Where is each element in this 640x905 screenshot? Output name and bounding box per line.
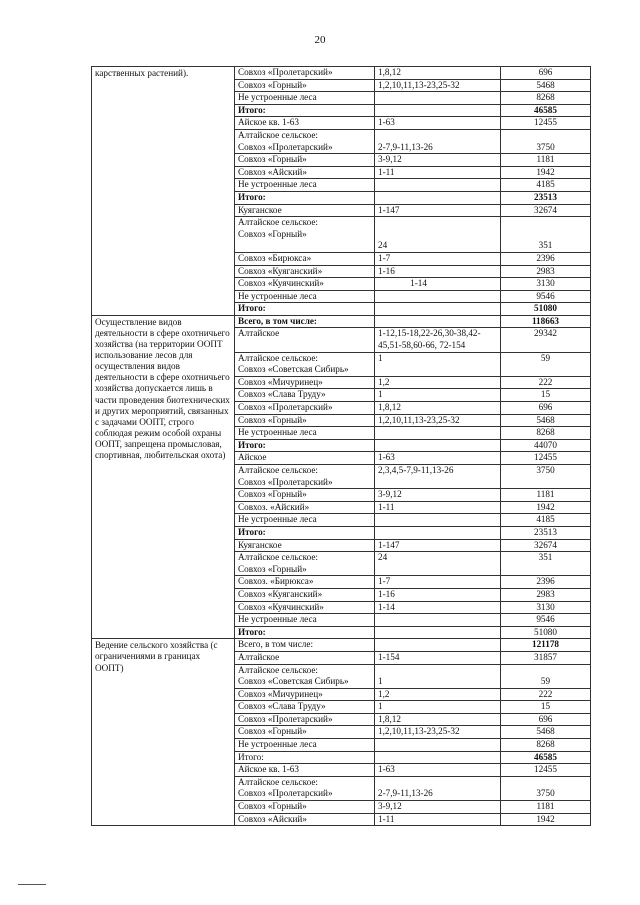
quarter-numbers-cell bbox=[375, 639, 501, 652]
forestry-name-cell: Совхоз. «Айский» bbox=[235, 501, 375, 514]
footnote-separator bbox=[18, 884, 46, 885]
area-cell: 1942 bbox=[501, 166, 591, 179]
area-cell: 696 bbox=[501, 713, 591, 726]
area-cell: 4185 bbox=[501, 514, 591, 527]
area-cell: 1181 bbox=[501, 801, 591, 814]
forestry-name-cell: Не устроенные леса bbox=[235, 614, 375, 627]
forestry-name-cell: Совхоз «Слава Труду» bbox=[235, 389, 375, 402]
area-cell: 44070 bbox=[501, 439, 591, 452]
quarter-numbers-cell: 2-7,9-11,13-26 bbox=[375, 776, 501, 800]
area-cell: 9546 bbox=[501, 290, 591, 303]
quarter-numbers-cell: 1-16 bbox=[375, 265, 501, 278]
forestry-name-cell: Совхоз «Пролетарский» bbox=[235, 713, 375, 726]
forestry-name-cell: Совхоз «Куяганский» bbox=[235, 588, 375, 601]
forestry-name-cell: Совхоз. «Бирюкса» bbox=[235, 576, 375, 589]
forestry-name-cell: Куяганское bbox=[235, 204, 375, 217]
forestry-name-cell: Совхоз «Куячинский» bbox=[235, 601, 375, 614]
purpose-cell: Ведение сельского хозяйства (с ограничениями в границах ООПТ) bbox=[92, 639, 235, 826]
quarter-numbers-cell: 1,2 bbox=[375, 376, 501, 389]
forestry-name-cell: Совхоз «Мичуринец» bbox=[235, 376, 375, 389]
forestry-name-cell: Айское кв. 1-63 bbox=[235, 117, 375, 130]
forestry-name-cell: Совхоз «Горный» bbox=[235, 414, 375, 427]
area-cell: 12455 bbox=[501, 452, 591, 465]
quarter-numbers-cell: 1,8,12 bbox=[375, 713, 501, 726]
quarter-numbers-cell: 1-11 bbox=[375, 166, 501, 179]
forestry-name-cell: Итого: bbox=[235, 104, 375, 117]
forestry-name-cell: Алтайское сельское: Совхоз «Советская Сибирь» bbox=[235, 664, 375, 688]
forestry-name-cell: Алтайское bbox=[235, 651, 375, 664]
forestry-name-cell: Айское кв. 1-63 bbox=[235, 764, 375, 777]
forestry-name-cell: Итого: bbox=[235, 191, 375, 204]
area-cell: 1942 bbox=[501, 501, 591, 514]
forestry-name-cell: Алтайское сельское: Совхоз «Горный» bbox=[235, 217, 375, 253]
forestry-name-cell: Не устроенные леса bbox=[235, 514, 375, 527]
forestry-name-cell: Совхоз «Айский» bbox=[235, 166, 375, 179]
quarter-numbers-cell: 1-63 bbox=[375, 452, 501, 465]
quarter-numbers-cell: 1,2,10,11,13-23,25-32 bbox=[375, 414, 501, 427]
quarter-numbers-cell: 3-9,12 bbox=[375, 801, 501, 814]
quarter-numbers-cell: 1,2,10,11,13-23,25-32 bbox=[375, 726, 501, 739]
area-cell: 12455 bbox=[501, 764, 591, 777]
area-cell: 8268 bbox=[501, 427, 591, 440]
forestry-name-cell: Алтайское сельское: Совхоз «Пролетарский» bbox=[235, 465, 375, 489]
area-cell: 1181 bbox=[501, 154, 591, 167]
forestry-name-cell: Совхоз «Бирюкса» bbox=[235, 252, 375, 265]
forestry-name-cell: Совхоз «Пролетарский» bbox=[235, 67, 375, 80]
area-cell: 32674 bbox=[501, 204, 591, 217]
area-cell: 46585 bbox=[501, 751, 591, 764]
quarter-numbers-cell: 1-7 bbox=[375, 252, 501, 265]
area-cell: 51080 bbox=[501, 303, 591, 316]
quarter-numbers-cell: 1-63 bbox=[375, 764, 501, 777]
quarter-numbers-cell: 1-12,15-18,22-26,30-38,42-45,51-58,60-66, 72-154 bbox=[375, 328, 501, 352]
forestry-name-cell: Всего, в том числе: bbox=[235, 315, 375, 328]
forestry-name-cell: Совхоз «Куячинский» bbox=[235, 278, 375, 291]
quarter-numbers-cell: 1 bbox=[375, 352, 501, 376]
forest-use-table bbox=[91, 66, 591, 826]
forestry-name-cell: Итого: bbox=[235, 626, 375, 639]
area-cell: 2396 bbox=[501, 252, 591, 265]
forestry-name-cell: Совхоз «Горный» bbox=[235, 489, 375, 502]
area-cell: 9546 bbox=[501, 614, 591, 627]
quarter-numbers-cell: 1-11 bbox=[375, 501, 501, 514]
quarter-numbers-cell bbox=[375, 191, 501, 204]
quarter-numbers-cell bbox=[375, 751, 501, 764]
quarter-numbers-cell: 1-14 bbox=[375, 601, 501, 614]
area-cell: 3750 bbox=[501, 776, 591, 800]
quarter-numbers-cell bbox=[375, 614, 501, 627]
area-cell: 29342 bbox=[501, 328, 591, 352]
forestry-name-cell: Алтайское сельское: Совхоз «Советская Сибирь» bbox=[235, 352, 375, 376]
area-cell: 118663 bbox=[501, 315, 591, 328]
quarter-numbers-cell: 1-154 bbox=[375, 651, 501, 664]
quarter-numbers-cell bbox=[375, 92, 501, 105]
area-cell: 8268 bbox=[501, 92, 591, 105]
forestry-name-cell: Алтайское сельское: Совхоз «Горный» bbox=[235, 552, 375, 576]
area-cell: 3130 bbox=[501, 601, 591, 614]
quarter-numbers-cell: 3-9,12 bbox=[375, 154, 501, 167]
area-cell: 59 bbox=[501, 664, 591, 688]
purpose-cell: Осуществление видов деятельности в сфере охотничьего хозяйства (на территории ООПТ использование лесов для осуществления видов деятельности в сфере охотничьего хозяйства допускается лишь в части проведения биотехнических и других мероприятий, связанных с задачами ООПТ, строго соблюдая режим особой охраны ООПТ, запрещена промысловая, спортивная, любительская охота) bbox=[92, 315, 235, 638]
forestry-name-cell: Совхоз «Мичуринец» bbox=[235, 688, 375, 701]
forestry-name-cell: Не устроенные леса bbox=[235, 92, 375, 105]
quarter-numbers-cell: 24 bbox=[375, 217, 501, 253]
quarter-numbers-cell: 1-7 bbox=[375, 576, 501, 589]
forestry-name-cell: Совхоз «Горный» bbox=[235, 801, 375, 814]
area-cell: 3130 bbox=[501, 278, 591, 291]
quarter-numbers-cell bbox=[375, 739, 501, 752]
quarter-numbers-cell: 2-7,9-11,13-26 bbox=[375, 129, 501, 153]
area-cell: 4185 bbox=[501, 179, 591, 192]
forestry-name-cell: Не устроенные леса bbox=[235, 427, 375, 440]
area-cell: 59 bbox=[501, 352, 591, 376]
forestry-name-cell: Итого: bbox=[235, 439, 375, 452]
table-row bbox=[92, 67, 591, 80]
quarter-numbers-cell bbox=[375, 303, 501, 316]
forestry-name-cell: Алтайское сельское: Совхоз «Пролетарский» bbox=[235, 776, 375, 800]
quarter-numbers-cell bbox=[375, 526, 501, 539]
table-row bbox=[92, 639, 591, 652]
quarter-numbers-cell: 1-16 bbox=[375, 588, 501, 601]
forestry-name-cell: Совхоз «Айский» bbox=[235, 813, 375, 826]
area-cell: 121178 bbox=[501, 639, 591, 652]
area-cell: 15 bbox=[501, 389, 591, 402]
area-cell: 2983 bbox=[501, 265, 591, 278]
page-number: 20 bbox=[314, 34, 326, 46]
forestry-name-cell: Итого: bbox=[235, 526, 375, 539]
area-cell: 23513 bbox=[501, 526, 591, 539]
quarter-numbers-cell bbox=[375, 626, 501, 639]
quarter-numbers-cell: 1 bbox=[375, 701, 501, 714]
quarter-numbers-cell: 1-147 bbox=[375, 539, 501, 552]
quarter-numbers-cell: 1 bbox=[375, 664, 501, 688]
forestry-name-cell: Итого: bbox=[235, 303, 375, 316]
forestry-name-cell: Совхоз «Слава Труду» bbox=[235, 701, 375, 714]
quarter-numbers-cell: 1,2,10,11,13-23,25-32 bbox=[375, 79, 501, 92]
area-cell: 51080 bbox=[501, 626, 591, 639]
area-cell: 23513 bbox=[501, 191, 591, 204]
forestry-name-cell: Совхоз «Пролетарский» bbox=[235, 402, 375, 415]
quarter-numbers-cell: 24 bbox=[375, 552, 501, 576]
area-cell: 8268 bbox=[501, 739, 591, 752]
area-cell: 12455 bbox=[501, 117, 591, 130]
quarter-numbers-cell bbox=[375, 104, 501, 117]
quarter-numbers-cell bbox=[375, 514, 501, 527]
area-cell: 696 bbox=[501, 402, 591, 415]
quarter-numbers-cell: 1,8,12 bbox=[375, 402, 501, 415]
forestry-name-cell: Совхоз «Горный» bbox=[235, 79, 375, 92]
quarter-numbers-cell: 1 bbox=[375, 389, 501, 402]
forestry-name-cell: Итого: bbox=[235, 751, 375, 764]
quarter-numbers-cell bbox=[375, 179, 501, 192]
quarter-numbers-cell: 2,3,4,5-7,9-11,13-26 bbox=[375, 465, 501, 489]
forestry-name-cell: Всего, в том числе: bbox=[235, 639, 375, 652]
quarter-numbers-cell: 1-147 bbox=[375, 204, 501, 217]
area-cell: 32674 bbox=[501, 539, 591, 552]
forestry-name-cell: Не устроенные леса bbox=[235, 290, 375, 303]
forestry-name-cell: Совхоз «Горный» bbox=[235, 154, 375, 167]
table-row bbox=[92, 315, 591, 328]
area-cell: 3750 bbox=[501, 465, 591, 489]
forestry-name-cell: Не устроенные леса bbox=[235, 739, 375, 752]
forestry-name-cell: Айское bbox=[235, 452, 375, 465]
quarter-numbers-cell: 1,8,12 bbox=[375, 67, 501, 80]
forestry-name-cell: Не устроенные леса bbox=[235, 179, 375, 192]
area-cell: 1181 bbox=[501, 489, 591, 502]
area-cell: 2396 bbox=[501, 576, 591, 589]
area-cell: 5468 bbox=[501, 414, 591, 427]
area-cell: 696 bbox=[501, 67, 591, 80]
area-cell: 31857 bbox=[501, 651, 591, 664]
area-cell: 3750 bbox=[501, 129, 591, 153]
forestry-name-cell: Куяганское bbox=[235, 539, 375, 552]
quarter-numbers-cell bbox=[375, 290, 501, 303]
forestry-name-cell: Алтайское bbox=[235, 328, 375, 352]
forestry-name-cell: Совхоз «Куяганский» bbox=[235, 265, 375, 278]
area-cell: 5468 bbox=[501, 726, 591, 739]
forestry-name-cell: Алтайское сельское: Совхоз «Пролетарский» bbox=[235, 129, 375, 153]
area-cell: 2983 bbox=[501, 588, 591, 601]
quarter-numbers-cell bbox=[375, 427, 501, 440]
quarter-numbers-cell: 1-63 bbox=[375, 117, 501, 130]
area-cell: 222 bbox=[501, 688, 591, 701]
area-cell: 222 bbox=[501, 376, 591, 389]
area-cell: 46585 bbox=[501, 104, 591, 117]
forestry-name-cell: Совхоз «Горный» bbox=[235, 726, 375, 739]
quarter-numbers-cell: 1,2 bbox=[375, 688, 501, 701]
quarter-numbers-cell: 1-11 bbox=[375, 813, 501, 826]
quarter-numbers-cell bbox=[375, 315, 501, 328]
quarter-numbers-cell bbox=[375, 439, 501, 452]
purpose-cell: карственных растений). bbox=[92, 67, 235, 316]
area-cell: 5468 bbox=[501, 79, 591, 92]
area-cell: 351 bbox=[501, 217, 591, 253]
area-cell: 15 bbox=[501, 701, 591, 714]
area-cell: 1942 bbox=[501, 813, 591, 826]
quarter-numbers-cell: 3-9,12 bbox=[375, 489, 501, 502]
quarter-numbers-cell: 1-14 bbox=[375, 278, 501, 291]
area-cell: 351 bbox=[501, 552, 591, 576]
